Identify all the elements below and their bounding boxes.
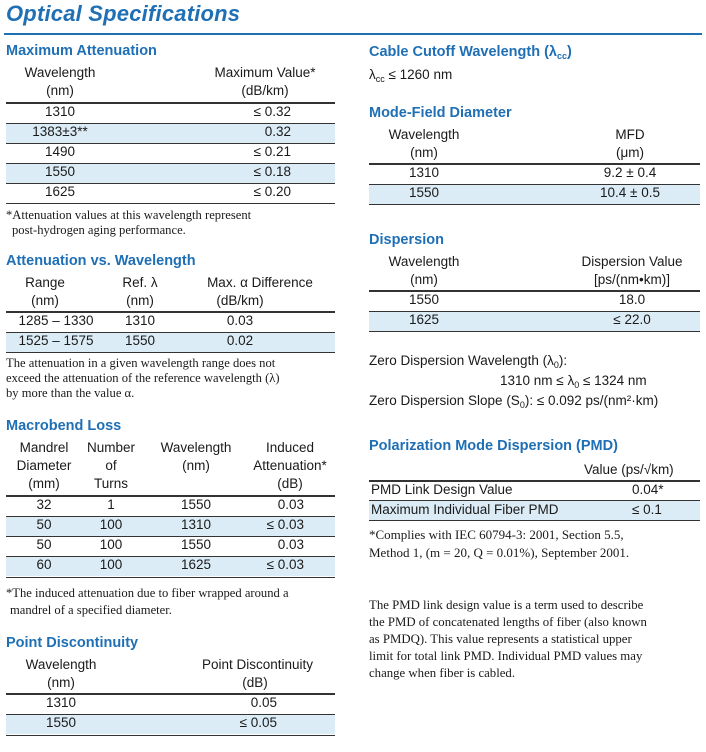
macrobend-row3-wl: 1550 xyxy=(180,537,212,552)
max-atten-col1-line1: Wavelength xyxy=(24,65,96,80)
mfd-col1-line2: (nm) xyxy=(410,145,438,160)
dispersion-row2-val: ≤ 22.0 xyxy=(613,312,651,327)
pmd-heading: Polarization Mode Dispersion (PMD) xyxy=(369,438,618,454)
macrobend-row2-wl: 1310 xyxy=(180,517,212,532)
atten-vs-wl-col2-line1: Ref. λ xyxy=(122,275,158,290)
atten-vs-wl-row2-range: 1525 – 1575 xyxy=(18,333,94,348)
dispersion-heading: Dispersion xyxy=(369,232,444,248)
macrobend-row4-d: 60 xyxy=(36,557,52,572)
max-atten-row4-val: ≤ 0.18 xyxy=(253,164,291,179)
atten-vs-wl-row1-ref: 1310 xyxy=(124,313,156,328)
macrobend-col1-line1: Mandrel xyxy=(19,440,69,455)
max-atten-bottom-rule xyxy=(6,203,335,204)
mfd-row1-wl: 1310 xyxy=(408,165,440,180)
macrobend-col4-line2: Attenuation* xyxy=(253,458,327,473)
atten-vs-wl-col2-line2: (nm) xyxy=(126,293,154,308)
macrobend-note-line2: mandrel of a specified diameter. xyxy=(10,603,172,617)
macrobend-col2-line2: of xyxy=(105,458,117,473)
atten-vs-wl-col1-line1: Range xyxy=(25,275,65,290)
max-atten-row5-val: ≤ 0.20 xyxy=(253,184,291,199)
max-atten-row3-val: ≤ 0.21 xyxy=(253,144,291,159)
macrobend-col3-line1: Wavelength xyxy=(160,440,232,455)
title-rule xyxy=(4,33,702,35)
mfd-heading: Mode-Field Diameter xyxy=(369,105,512,121)
macrobend-row3-n: 100 xyxy=(99,537,123,552)
point-disc-col2-line1: Point Discontinuity xyxy=(201,657,314,672)
point-disc-row1-wl: 1310 xyxy=(45,695,77,710)
mfd-row2-val: 10.4 ± 0.5 xyxy=(600,185,660,200)
dispersion-col2-line2: [ps/(nm•km)] xyxy=(594,272,670,287)
atten-vs-wl-row1-diff: 0.03 xyxy=(226,313,254,328)
mfd-col2-line1: MFD xyxy=(615,127,645,142)
max-atten-row3-wl: 1490 xyxy=(44,144,76,159)
macrobend-col2-line3: Turns xyxy=(93,476,128,491)
atten-vs-wl-heading: Attenuation vs. Wavelength xyxy=(6,253,196,269)
dispersion-row2-wl: 1625 xyxy=(408,312,440,327)
mfd-row1-val: 9.2 ± 0.4 xyxy=(603,165,657,180)
macrobend-row1-d: 32 xyxy=(36,497,52,512)
pmd-row1-val: 0.04* xyxy=(632,482,664,497)
pmd-para-line5: change when fiber is cabled. xyxy=(369,666,516,680)
pmd-para-line1: The PMD link design value is a term used to describe xyxy=(369,598,644,612)
dispersion-col1-line1: Wavelength xyxy=(388,254,460,269)
max-atten-col2-line1: Maximum Value* xyxy=(214,65,316,80)
macrobend-col3-line2: (nm) xyxy=(182,458,210,473)
macrobend-row4-wl: 1625 xyxy=(180,557,212,572)
macrobend-col1-line2: Diameter xyxy=(16,458,72,473)
zero-dispersion-slope: Zero Dispersion Slope $(S_0)$: ≤ 0.092 ps/(nm²·km) xyxy=(369,393,659,410)
max-atten-row2-val: 0.32 xyxy=(264,124,291,139)
point-disc-heading: Point Discontinuity xyxy=(6,635,139,651)
point-disc-col1-line2: (nm) xyxy=(47,675,75,690)
pmd-col-header: Value (ps/√km) xyxy=(584,462,674,477)
mfd-col2-line2: (μm) xyxy=(615,145,644,160)
dispersion-row1-val: 18.0 xyxy=(618,292,646,307)
dispersion-bottom-rule xyxy=(369,331,700,332)
dispersion-col2-line1: Dispersion Value xyxy=(581,254,683,269)
point-disc-row1-val: 0.05 xyxy=(250,695,277,710)
macrobend-row1-wl: 1550 xyxy=(180,497,212,512)
macrobend-col2-line1: Number xyxy=(86,440,135,455)
max-atten-row1-wl: 1310 xyxy=(44,104,76,119)
point-disc-col2-line2: (dB) xyxy=(242,675,268,690)
atten-vs-wl-col1-line2: (nm) xyxy=(31,293,59,308)
pmd-bottom-rule xyxy=(369,520,700,521)
max-atten-col2-line2: (dB/km) xyxy=(241,83,289,98)
macrobend-row3-att: 0.03 xyxy=(277,537,304,552)
pmd-note-line1: *Complies with IEC 60794-3: 2001, Section 5.5, xyxy=(369,527,624,542)
point-disc-col1-line1: Wavelength xyxy=(25,657,97,672)
row-divider xyxy=(369,500,700,501)
max-atten-col1-line2: (nm) xyxy=(46,83,74,98)
macrobend-col1-line3: (mm) xyxy=(28,476,60,491)
point-disc-row2-wl: 1550 xyxy=(45,715,77,730)
macrobend-row3-d: 50 xyxy=(36,537,52,552)
zero-dispersion-wavelength-range: 1310 nm ≤ $\lambda_0 \le 1324$ nm xyxy=(500,373,647,390)
point-disc-row2-val: ≤ 0.05 xyxy=(239,715,277,730)
pmd-row2-val: ≤ 0.1 xyxy=(632,502,662,517)
macrobend-row2-att: ≤ 0.03 xyxy=(266,517,304,532)
atten-vs-wl-col3-line1: Max. α Difference xyxy=(207,275,313,290)
cutoff-heading: Cable Cutoff Wavelength $(\lambda_{cc})$ xyxy=(369,44,572,61)
dispersion-col1-line2: (nm) xyxy=(410,272,438,287)
atten-vs-wl-note-line2: exceed the attenuation of the reference wavelength (λ) xyxy=(6,371,280,385)
max-atten-row2-wl: 1383±3** xyxy=(32,124,88,139)
pmd-para-line4: limit for total link PMD. Individual PMD values may xyxy=(369,649,643,663)
macrobend-row1-n: 1 xyxy=(107,497,115,512)
max-atten-note-line2: post-hydrogen aging performance. xyxy=(12,223,186,237)
atten-vs-wl-row2-ref: 1550 xyxy=(124,333,156,348)
macrobend-row2-d: 50 xyxy=(36,517,52,532)
zero-dispersion-wavelength-label: Zero Dispersion Wavelength $(\lambda_0)$: xyxy=(369,353,568,370)
atten-vs-wl-note-line1: The attenuation in a given wavelength range does not xyxy=(6,356,276,370)
atten-vs-wl-bottom-rule xyxy=(6,352,335,353)
mfd-col1-line1: Wavelength xyxy=(388,127,460,142)
page-title: Optical Specifications xyxy=(6,1,241,26)
macrobend-col4-line1: Induced xyxy=(265,440,315,455)
dispersion-row1-wl: 1550 xyxy=(408,292,440,307)
max-atten-note-line1: *Attenuation values at this wavelength represent xyxy=(6,208,252,222)
atten-vs-wl-row2-diff: 0.02 xyxy=(226,333,254,348)
mfd-row2-wl: 1550 xyxy=(408,185,440,200)
macrobend-col4-line3: (dB) xyxy=(277,476,303,491)
macrobend-row1-att: 0.03 xyxy=(277,497,304,512)
point-disc-bottom-rule xyxy=(6,735,335,736)
max-atten-row5-wl: 1625 xyxy=(44,184,76,199)
max-atten-heading: Maximum Attenuation xyxy=(6,43,157,59)
mfd-bottom-rule xyxy=(369,204,700,205)
cutoff-value: $\lambda_{cc} \le 1260$ nm xyxy=(369,67,453,84)
max-atten-row4-wl: 1550 xyxy=(44,164,76,179)
macrobend-row4-att: ≤ 0.03 xyxy=(266,557,304,572)
pmd-note-line2: Method 1, (m = 20, Q = 0.01%), September 2001. xyxy=(369,545,630,560)
macrobend-bottom-rule xyxy=(6,577,335,578)
macrobend-note-line1: *The induced attenuation due to fiber wrapped around a xyxy=(6,586,289,600)
pmd-row1-label: PMD Link Design Value xyxy=(371,482,513,497)
pmd-para-line3: as PMDQ). This value represents a statistical upper xyxy=(369,632,632,646)
atten-vs-wl-note-line3: by more than the value α. xyxy=(6,386,135,400)
macrobend-heading: Macrobend Loss xyxy=(6,418,122,434)
pmd-row2-label: Maximum Individual Fiber PMD xyxy=(371,502,559,517)
macrobend-row2-n: 100 xyxy=(99,517,123,532)
pmd-para-line2: the PMD of concatenated lengths of fiber (also known xyxy=(369,615,647,629)
atten-vs-wl-col3-line2: (dB/km) xyxy=(216,293,264,308)
atten-vs-wl-row1-range: 1285 – 1330 xyxy=(18,313,94,328)
macrobend-row4-n: 100 xyxy=(99,557,123,572)
max-atten-row1-val: ≤ 0.32 xyxy=(253,104,291,119)
